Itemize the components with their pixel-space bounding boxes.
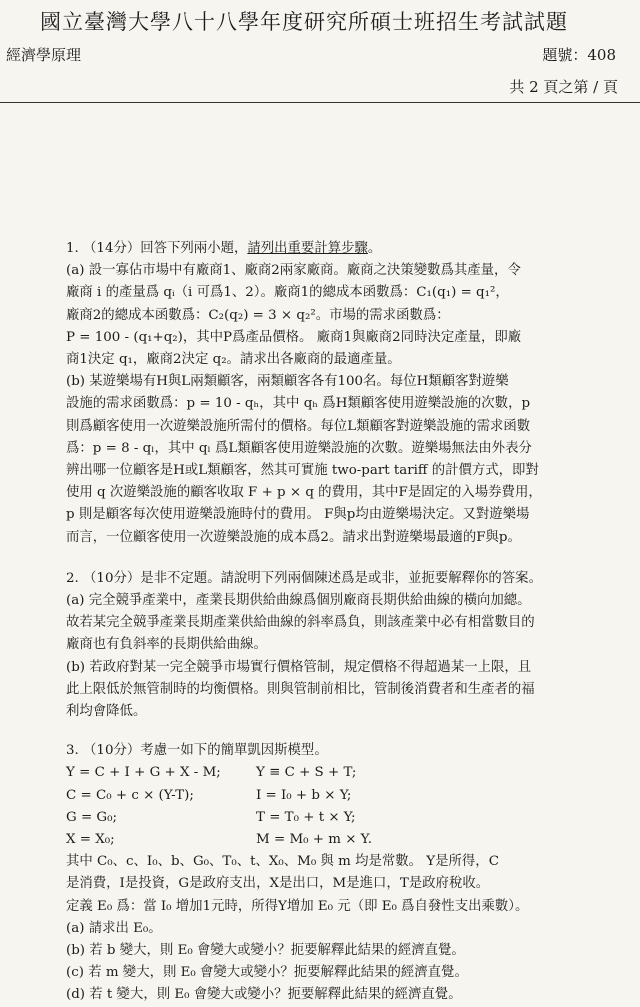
equation: X = X₀; xyxy=(66,832,115,848)
question-1-line: (a) 設一寡佔市場中有廠商1、廠商2兩家廠商。廠商之決策變數爲其產量，令 xyxy=(66,263,521,279)
question-1-intro xyxy=(66,238,632,260)
equation-row xyxy=(66,762,632,784)
question-3-line: 是消費，I是投資，G是政府支出，X是出口，M是進口，T是政府稅收。 xyxy=(66,876,490,892)
question-1-line: 而言，一位顧客使用一次遊樂設施的成本爲2。請求出對遊樂場最適的F與p。 xyxy=(66,529,521,545)
equation: Y = C + I + G + X - M; xyxy=(66,765,221,781)
question-1-line: 則爲顧客使用一次遊樂設施所需付的價格。每位L類顧客對遊樂設施的需求函數 xyxy=(66,418,531,434)
question-1-line: P = 100 - (q₁+q₂)，其中P爲產品價格。 廠商1與廠商2同時決定產量，即廠 xyxy=(66,329,522,345)
equation: T = T₀ + t × Y; xyxy=(256,809,356,825)
question-2-line: 故若某完全競爭產業長期產業供給曲線的斜率爲負，則該產業中必有相當數目的 xyxy=(66,615,535,631)
question-3-line: 其中 C₀、c、I₀、b、G₀、T₀、t、X₀、M₀ 與 m 均是常數。 Y是所得，C xyxy=(66,854,499,870)
question-1-line: 爲：p = 8 - qₗ，其中 qₗ 爲L類顧客使用遊樂設施的次數。遊樂場無法由外表分 xyxy=(66,440,532,456)
question-1-line: 廠商 i 的產量爲 qᵢ（i 可爲1、2）。廠商1的總成本函數爲：C₁(q₁) = q₁²， xyxy=(66,285,509,301)
equation-row xyxy=(66,785,632,807)
equation: M = M₀ + m × Y. xyxy=(256,832,373,848)
equation: C = C₀ + c × (Y-T); xyxy=(66,787,194,803)
equation: Y ≡ C + S + T; xyxy=(256,765,357,781)
question-2 xyxy=(66,568,632,723)
equation-row xyxy=(66,829,632,851)
question-1-line: 辨出哪一位顧客是H或L類顧客，然其可實施 two-part tariff 的計價方式，即對 xyxy=(66,463,539,479)
question-3-line: 定義 E₀ 爲：當 I₀ 增加1元時，所得Y增加 E₀ 元（即 E₀ 爲自發性支出乘數）。 xyxy=(66,898,529,914)
question-1-underlined: 請列出重要計算步驟 xyxy=(247,241,368,256)
question-1-line: p 則是顧客每次使用遊樂設施時付的費用。 F與p均由遊樂場決定。又對遊樂場 xyxy=(66,507,530,523)
question-1 xyxy=(66,238,632,549)
question-1-line: 設施的需求函數爲：p = 10 - qₕ，其中 qₕ 爲H類顧客使用遊樂設施的次數，p xyxy=(66,396,531,412)
header-divider xyxy=(0,102,640,103)
question-3-line: (b) 若 b 變大，則 E₀ 會變大或變小？扼要解釋此結果的經濟直覺。 xyxy=(66,943,465,959)
question-3-line: (a) 請求出 E₀。 xyxy=(66,920,162,936)
question-2-line: 此上限低於無管制時的均衡價格。則與管制前相比，管制後消費者和生產者的福 xyxy=(66,681,535,697)
exam-title: 國立臺灣大學八十八學年度研究所碩士班招生考試試題 xyxy=(40,10,568,34)
spacer xyxy=(66,723,632,740)
question-1-line: 商1決定 q₁，廠商2決定 q₂。請求出各廠商的最適產量。 xyxy=(66,352,401,368)
question-1-line: 使用 q 次遊樂設施的顧客收取 F + p × q 的費用，其中F是固定的入場券費用， xyxy=(66,485,542,501)
question-3-intro: 3. （10分）考慮一如下的簡單凱因斯模型。 xyxy=(66,743,328,759)
question-1-prefix: 1. （14分）回答下列兩小題， xyxy=(66,241,248,256)
equation: I = I₀ + b × Y; xyxy=(256,787,352,803)
question-3-line: (c) 若 m 變大，則 E₀ 會變大或變小？扼要解釋此結果的經濟直覺。 xyxy=(66,965,468,981)
exam-content xyxy=(66,238,632,1007)
question-2-line: (a) 完全競爭產業中，產業長期供給曲線爲個別廠商長期供給曲線的橫向加總。 xyxy=(66,593,531,609)
equation-row xyxy=(66,807,632,829)
subject-name: 經濟學原理 xyxy=(6,46,82,64)
question-3-line: (d) 若 t 變大，則 E₀ 會變大或變小？扼要解釋此結果的經濟直覺。 xyxy=(66,987,462,1003)
question-code: 題號：408 xyxy=(542,46,616,64)
question-2-line: (b) 若政府對某一完全競爭市場實行價格管制，規定價格不得超過某一上限，且 xyxy=(66,659,532,675)
spacer xyxy=(66,549,632,568)
question-1-line: 廠商2的總成本函數爲：C₂(q₂) = 3 × q₂²。市場的需求函數爲： xyxy=(66,307,450,323)
equation: G = G₀; xyxy=(66,809,118,825)
question-2-line: 2. （10分）是非不定題。請說明下列兩個陳述爲是或非，並扼要解釋你的答案。 xyxy=(66,570,542,586)
question-2-line: 廠商也有負斜率的長期供給曲線。 xyxy=(66,637,267,653)
page-count: 共 2 頁之第 / 頁 xyxy=(509,78,618,96)
question-1-suffix: 。 xyxy=(367,241,382,256)
question-2-line: 利均會降低。 xyxy=(66,704,147,720)
question-1-line: (b) 某遊樂場有H與L兩類顧客，兩類顧客各有100名。每位H類顧客對遊樂 xyxy=(66,374,509,390)
